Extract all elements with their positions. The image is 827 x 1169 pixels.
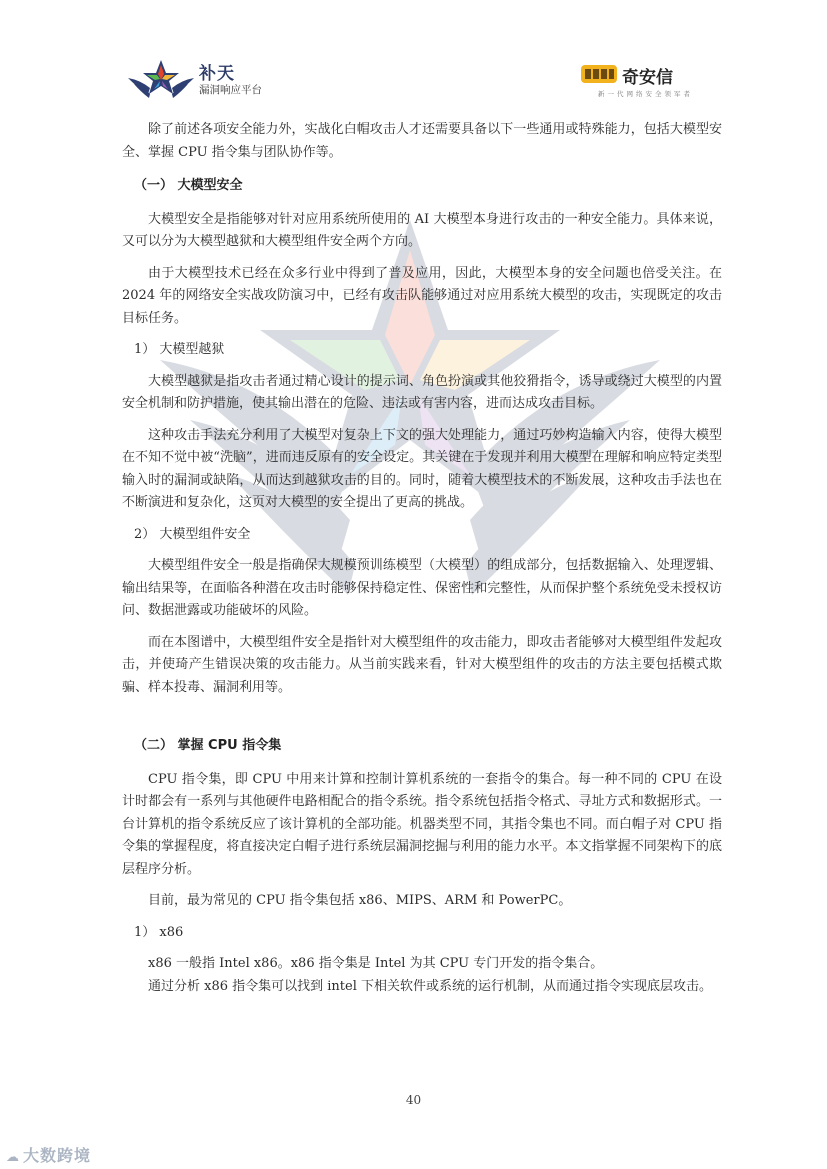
paragraph: CPU 指令集，即 CPU 中用来计算和控制计算机系统的一套指令的集合。每一种不同的 CPU 在设计时都会有一系列与其他硬件电路相配合的指令系统。指令系统包括指令格式、寻址方式和数据形式。一台计算机的指令系统反应了该计算机的全部功能。机器类型不同，其指令集也不同。而白帽子对 CPU 指令集的掌握程度，将直接决定白帽子进行系统层漏洞挖掘与利用的能力水平。本文指掌握不同架构下的底层程序分析。 bbox=[122, 771, 722, 877]
paragraph: 这种攻击手法充分利用了大模型对复杂上下文的强大处理能力，通过巧妙构造输入内容，使得大模型在不知不觉中被“洗脑”，进而违反原有的安全设定。其关键在于发现并利用大模型在理解和响应特定类型输入时的漏洞或缺陷，从而达到越狱攻击的目的。同时，随着大模型技术的不断发展，这种攻击手法也在不断演进和复杂化，这页对大模型的安全提出了更高的挑战。 bbox=[122, 427, 722, 510]
subsection-heading-jailbreak: 1） 大模型越狱 bbox=[134, 342, 225, 357]
paragraph: 通过分析 x86 指令集可以找到 intel 下相关软件或系统的运行机制，从而通过指令实现底层攻击。 bbox=[148, 978, 713, 994]
page-number: 40 bbox=[405, 1093, 422, 1107]
paragraph: 目前，最为常见的 CPU 指令集包括 x86、MIPS、ARM 和 PowerPC。 bbox=[148, 893, 572, 908]
subsection-heading-component-security: 2） 大模型组件安全 bbox=[134, 526, 251, 542]
subsection-heading-x86: 1） x86 bbox=[134, 924, 184, 940]
star-wings-logo-icon bbox=[126, 58, 196, 102]
qianxin-title: 奇安信 bbox=[622, 68, 673, 88]
qianxin-emblem-icon bbox=[580, 62, 618, 86]
intro-paragraph: 除了前述各项安全能力外，实战化白帽攻击人才还需要具备以下一些通用或特殊能力，包括大模型安全、掌握 CPU 指令集与团队协作等。 bbox=[122, 122, 722, 160]
butian-logo bbox=[126, 56, 276, 102]
cloud-logo-icon: ☁ bbox=[6, 1150, 20, 1165]
butian-subtitle: 漏洞响应平台 bbox=[199, 84, 262, 96]
qianxin-slogan: 新一代网络安全领军者 bbox=[598, 90, 693, 98]
section-heading-llm-security: （一） 大模型安全 bbox=[134, 178, 243, 193]
corner-badge bbox=[6, 1143, 91, 1166]
paragraph: 由于大模型技术已经在众多行业中得到了普及应用，因此，大模型本身的安全问题也倍受关注。在 2024 年的网络安全实战攻防演习中，已经有攻击队能够通过对应用系统大模型的攻击，实现既定的攻击目标任务。 bbox=[122, 265, 722, 326]
paragraph: 大模型安全是指能够对针对应用系统所使用的 AI 大模型本身进行攻击的一种安全能力。具体来说，又可以分为大模型越狱和大模型组件安全两个方向。 bbox=[122, 211, 722, 249]
qianxin-logo bbox=[580, 62, 710, 102]
butian-title: 补天 bbox=[199, 64, 235, 84]
corner-badge-text: 大数跨境 bbox=[23, 1146, 92, 1165]
paragraph: 而在本图谱中，大模型组件安全是指针对大模型组件的攻击能力，即攻击者能够对大模型组件发起攻击，并使琦产生错误决策的攻击能力。从当前实践来看，针对大模型组件的攻击的方法主要包括模式欺骗、样本投毒、漏洞利用等。 bbox=[122, 634, 722, 695]
paragraph: x86 一般指 Intel x86。x86 指令集是 Intel 为其 CPU 专门开发的指令集合。 bbox=[148, 956, 604, 971]
paragraph: 大模型越狱是指攻击者通过精心设计的提示词、角色扮演或其他狡猾指令，诱导或绕过大模型的内置安全机制和防护措施，使其输出潜在的危险、违法或有害内容，进而达成攻击目标。 bbox=[122, 373, 722, 411]
section-heading-cpu-instruction-set: （二） 掌握 CPU 指令集 bbox=[134, 738, 282, 753]
paragraph: 大模型组件安全一般是指确保大规模预训练模型（大模型）的组成部分，包括数据输入、处理逻辑、输出结果等，在面临各种潜在攻击时能够保持稳定性、保密性和完整性，从而保护整个系统免受未授权访问、数据泄露或功能破坏的风险。 bbox=[122, 558, 722, 618]
document-body bbox=[122, 119, 722, 998]
